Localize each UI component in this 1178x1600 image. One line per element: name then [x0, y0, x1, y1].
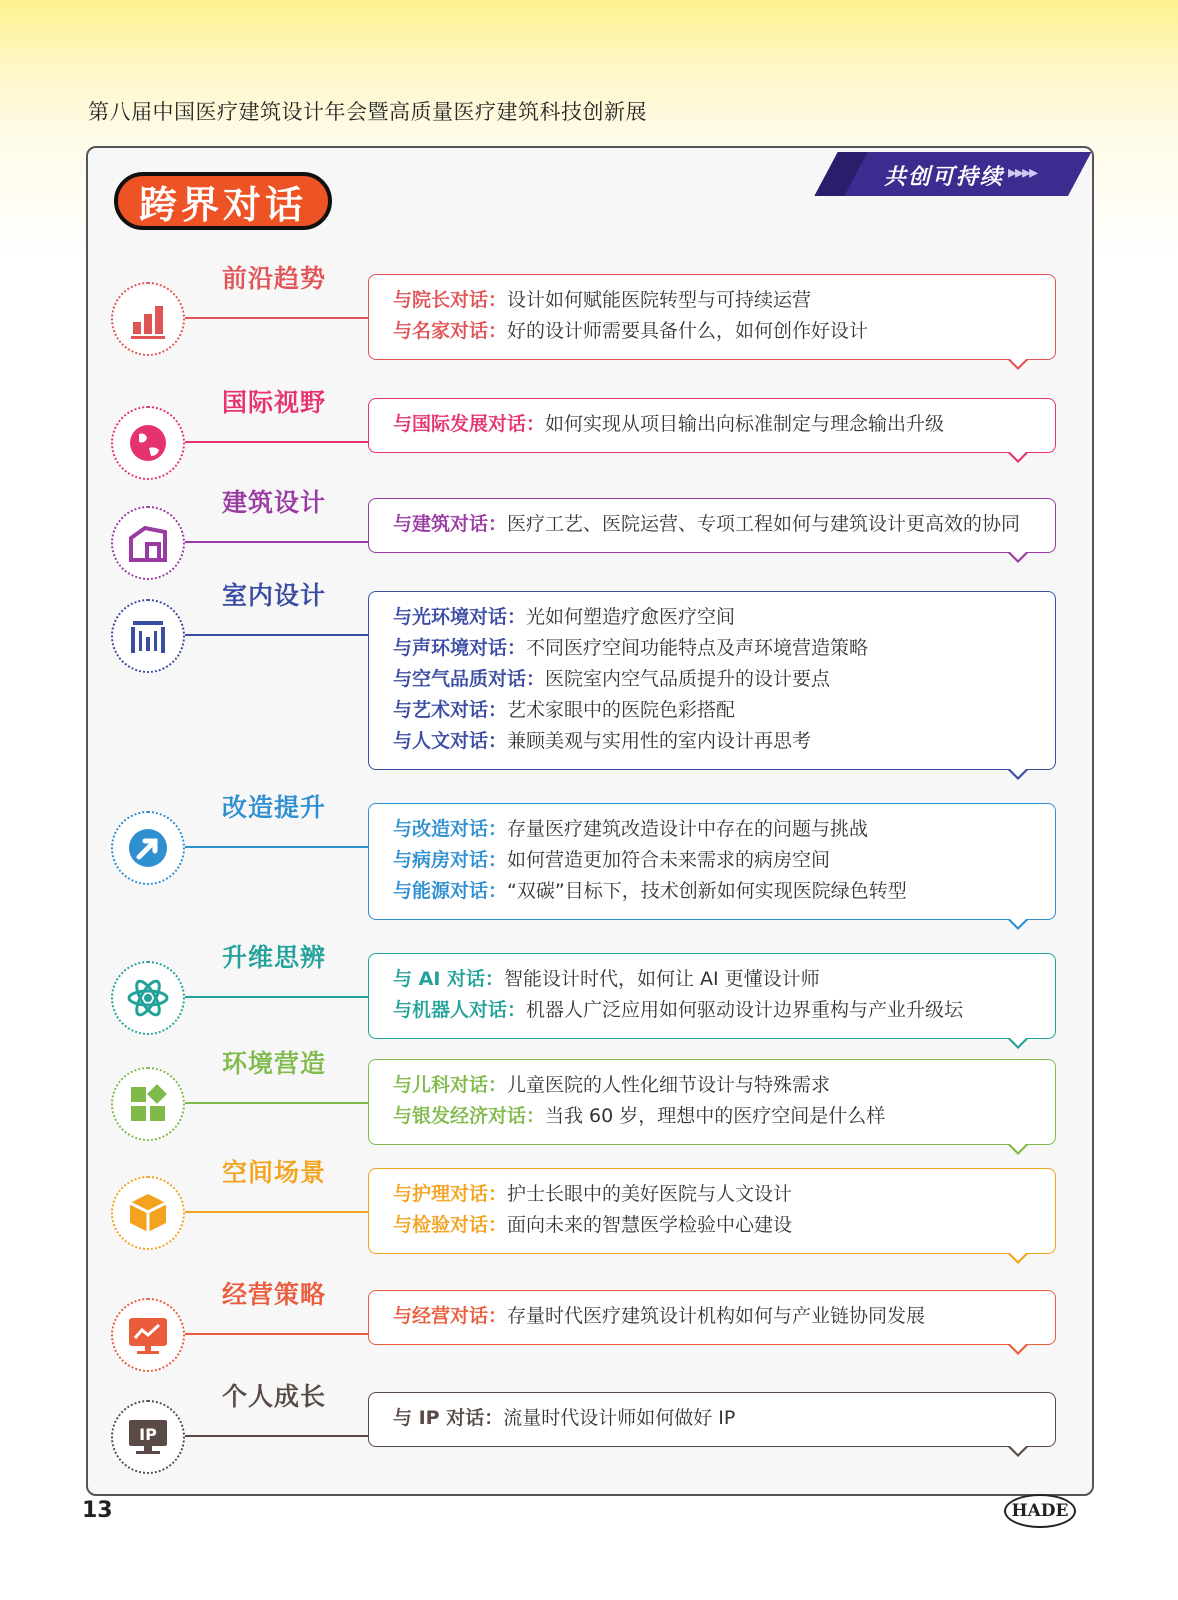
dialogue-label: 与检验对话：	[393, 1214, 508, 1236]
dialogue-label: 与人文对话：	[393, 730, 508, 752]
dialogue-item	[393, 633, 1055, 664]
speech-tail-fill	[1009, 551, 1027, 560]
dialogue-box	[368, 803, 1056, 920]
page-number: 13	[82, 1498, 113, 1523]
dialogue-label: 与银发经济对话：	[393, 1105, 546, 1127]
speech-tail-fill	[1009, 1252, 1027, 1261]
dialogue-box	[368, 1168, 1056, 1254]
category-icon-circle	[111, 599, 185, 673]
dialogue-label: 与院长对话：	[393, 289, 508, 311]
dialogue-topic: 智能设计时代，如何让 AI 更懂设计师	[504, 968, 820, 990]
dialogue-item	[393, 876, 1055, 907]
dialogue-label: 与国际发展对话：	[393, 413, 546, 435]
dialogue-topic: 护士长眼中的美好医院与人文设计	[507, 1183, 793, 1205]
dialogue-topic: 当我 60 岁，理想中的医疗空间是什么样	[545, 1105, 886, 1127]
dialogue-item	[393, 1179, 1055, 1210]
speech-tail-fill	[1009, 451, 1027, 460]
dialogue-topic: 存量时代医疗建筑设计机构如何与产业链协同发展	[507, 1305, 926, 1327]
dialogue-box	[368, 274, 1056, 360]
dialogue-topic: “双碳”目标下，技术创新如何实现医院绿色转型	[507, 880, 907, 902]
dialogue-topic: 艺术家眼中的医院色彩搭配	[507, 699, 736, 721]
dialogue-topic: 医疗工艺、医院运营、专项工程如何与建筑设计更高效的协同	[507, 513, 1021, 535]
connector-line	[185, 317, 368, 319]
category-title: 建筑设计	[222, 488, 327, 517]
category-title: 环境营造	[222, 1049, 327, 1078]
dialogue-label: 与经营对话：	[393, 1305, 508, 1327]
category-icon-circle	[111, 811, 185, 885]
dialogue-topic: 儿童医院的人性化细节设计与特殊需求	[507, 1074, 831, 1096]
connector-line	[185, 846, 368, 848]
dialogue-item	[393, 664, 1055, 695]
blocks-icon	[125, 1081, 171, 1127]
dialogue-label: 与名家对话：	[393, 320, 508, 342]
dialogue-item	[393, 695, 1055, 726]
dialogue-topic: 设计如何赋能医院转型与可持续运营	[507, 289, 812, 311]
dialogue-box	[368, 591, 1056, 770]
dialogue-item	[393, 995, 1055, 1026]
dialogue-topic: 如何营造更加符合未来需求的病房空间	[507, 849, 831, 871]
dialogue-item	[393, 845, 1055, 876]
speech-tail-fill	[1009, 1343, 1027, 1352]
dialogue-label: 与光环境对话：	[393, 606, 527, 628]
dialogue-box	[368, 498, 1056, 553]
category-title: 改造提升	[222, 793, 327, 822]
category-title: 前沿趋势	[222, 264, 327, 293]
dialogue-box	[368, 1392, 1056, 1447]
category-title: 升维思辨	[222, 943, 327, 972]
dialogue-label: 与改造对话：	[393, 818, 508, 840]
dialogue-label: 与 IP 对话：	[393, 1407, 504, 1429]
dialogue-label: 与机器人对话：	[393, 999, 527, 1021]
dialogue-item	[393, 316, 1055, 347]
dialogue-item	[393, 1070, 1055, 1101]
speech-tail-fill	[1009, 1143, 1027, 1152]
connector-line	[185, 1435, 368, 1437]
cube-icon	[125, 1190, 171, 1236]
dialogue-label: 与 AI 对话：	[393, 968, 505, 990]
header-title: 第八届中国医疗建筑设计年会暨高质量医疗建筑科技创新展	[88, 100, 647, 124]
atom-icon	[125, 975, 171, 1021]
trend-board-icon	[125, 1312, 171, 1358]
dialogue-item	[393, 1301, 1055, 1332]
dialogue-label: 与艺术对话：	[393, 699, 508, 721]
dialogue-topic: 如何实现从项目输出向标准制定与理念输出升级	[545, 413, 945, 435]
tab-arrows: ▸▸▸▸	[1008, 162, 1037, 183]
svg-text:IP: IP	[139, 1425, 157, 1444]
building-icon	[125, 520, 171, 566]
dialogue-box	[368, 953, 1056, 1039]
dialogue-label: 与护理对话：	[393, 1183, 508, 1205]
connector-line	[185, 1211, 368, 1213]
connector-line	[185, 634, 368, 636]
interior-icon	[125, 613, 171, 659]
speech-tail-fill	[1009, 768, 1027, 777]
category-icon-circle	[111, 282, 185, 356]
dialogue-item	[393, 285, 1055, 316]
category-icon-circle	[111, 1067, 185, 1141]
category-title: 国际视野	[222, 388, 327, 417]
dialogue-box	[368, 1290, 1056, 1345]
ip-monitor-icon	[125, 1414, 171, 1460]
dialogue-item	[393, 509, 1055, 540]
dialogue-item	[393, 814, 1055, 845]
connector-line	[185, 1102, 368, 1104]
dialogue-item	[393, 1403, 1055, 1434]
dialogue-topic: 好的设计师需要具备什么，如何创作好设计	[507, 320, 869, 342]
category-icon-circle	[111, 1400, 185, 1474]
connector-line	[185, 1333, 368, 1335]
upgrade-arrow-icon	[125, 825, 171, 871]
section-title-pill	[114, 172, 332, 230]
speech-tail-fill	[1009, 358, 1027, 367]
category-icon-circle	[111, 406, 185, 480]
connector-line	[185, 441, 368, 443]
category-title: 个人成长	[222, 1382, 327, 1411]
category-title: 室内设计	[222, 581, 327, 610]
dialogue-topic: 机器人广泛应用如何驱动设计边界重构与产业升级坛	[526, 999, 964, 1021]
dialogue-label: 与能源对话：	[393, 880, 508, 902]
globe-icon	[125, 420, 171, 466]
dialogue-topic: 兼顾美观与实用性的室内设计再思考	[507, 730, 812, 752]
dialogue-label: 与声环境对话：	[393, 637, 527, 659]
category-icon-circle	[111, 1176, 185, 1250]
speech-tail-fill	[1009, 1445, 1027, 1454]
dialogue-box	[368, 398, 1056, 453]
dialogue-label: 与建筑对话：	[393, 513, 508, 535]
category-icon-circle	[111, 1298, 185, 1372]
dialogue-label: 与空气品质对话：	[393, 668, 546, 690]
dialogue-item	[393, 602, 1055, 633]
category-title: 空间场景	[222, 1158, 327, 1187]
section-title: 跨界对话	[138, 182, 307, 227]
connector-line	[185, 996, 368, 998]
dialogue-topic: 不同医疗空间功能特点及声环境营造策略	[526, 637, 869, 659]
dialogue-label: 与儿科对话：	[393, 1074, 508, 1096]
speech-tail-fill	[1009, 1037, 1027, 1046]
category-icon-circle	[111, 961, 185, 1035]
category-icon-circle	[111, 506, 185, 580]
hade-logo: HADE	[1004, 1494, 1076, 1528]
speech-tail-fill	[1009, 918, 1027, 927]
tab-label: 共创可持续	[884, 165, 1005, 190]
dialogue-item	[393, 726, 1055, 757]
dialogue-item	[393, 409, 1055, 440]
dialogue-label: 与病房对话：	[393, 849, 508, 871]
dialogue-item	[393, 1210, 1055, 1241]
bar-chart-icon	[125, 296, 171, 342]
dialogue-topic: 光如何塑造疗愈医疗空间	[526, 606, 736, 628]
dialogue-topic: 流量时代设计师如何做好 IP	[503, 1407, 736, 1429]
dialogue-item	[393, 964, 1055, 995]
category-title: 经营策略	[222, 1280, 327, 1309]
dialogue-topic: 面向未来的智慧医学检验中心建设	[507, 1214, 793, 1236]
dialogue-item	[393, 1101, 1055, 1132]
dialogue-topic: 存量医疗建筑改造设计中存在的问题与挑战	[507, 818, 869, 840]
dialogue-topic: 医院室内空气品质提升的设计要点	[545, 668, 831, 690]
dialogue-box	[368, 1059, 1056, 1145]
connector-line	[185, 541, 368, 543]
